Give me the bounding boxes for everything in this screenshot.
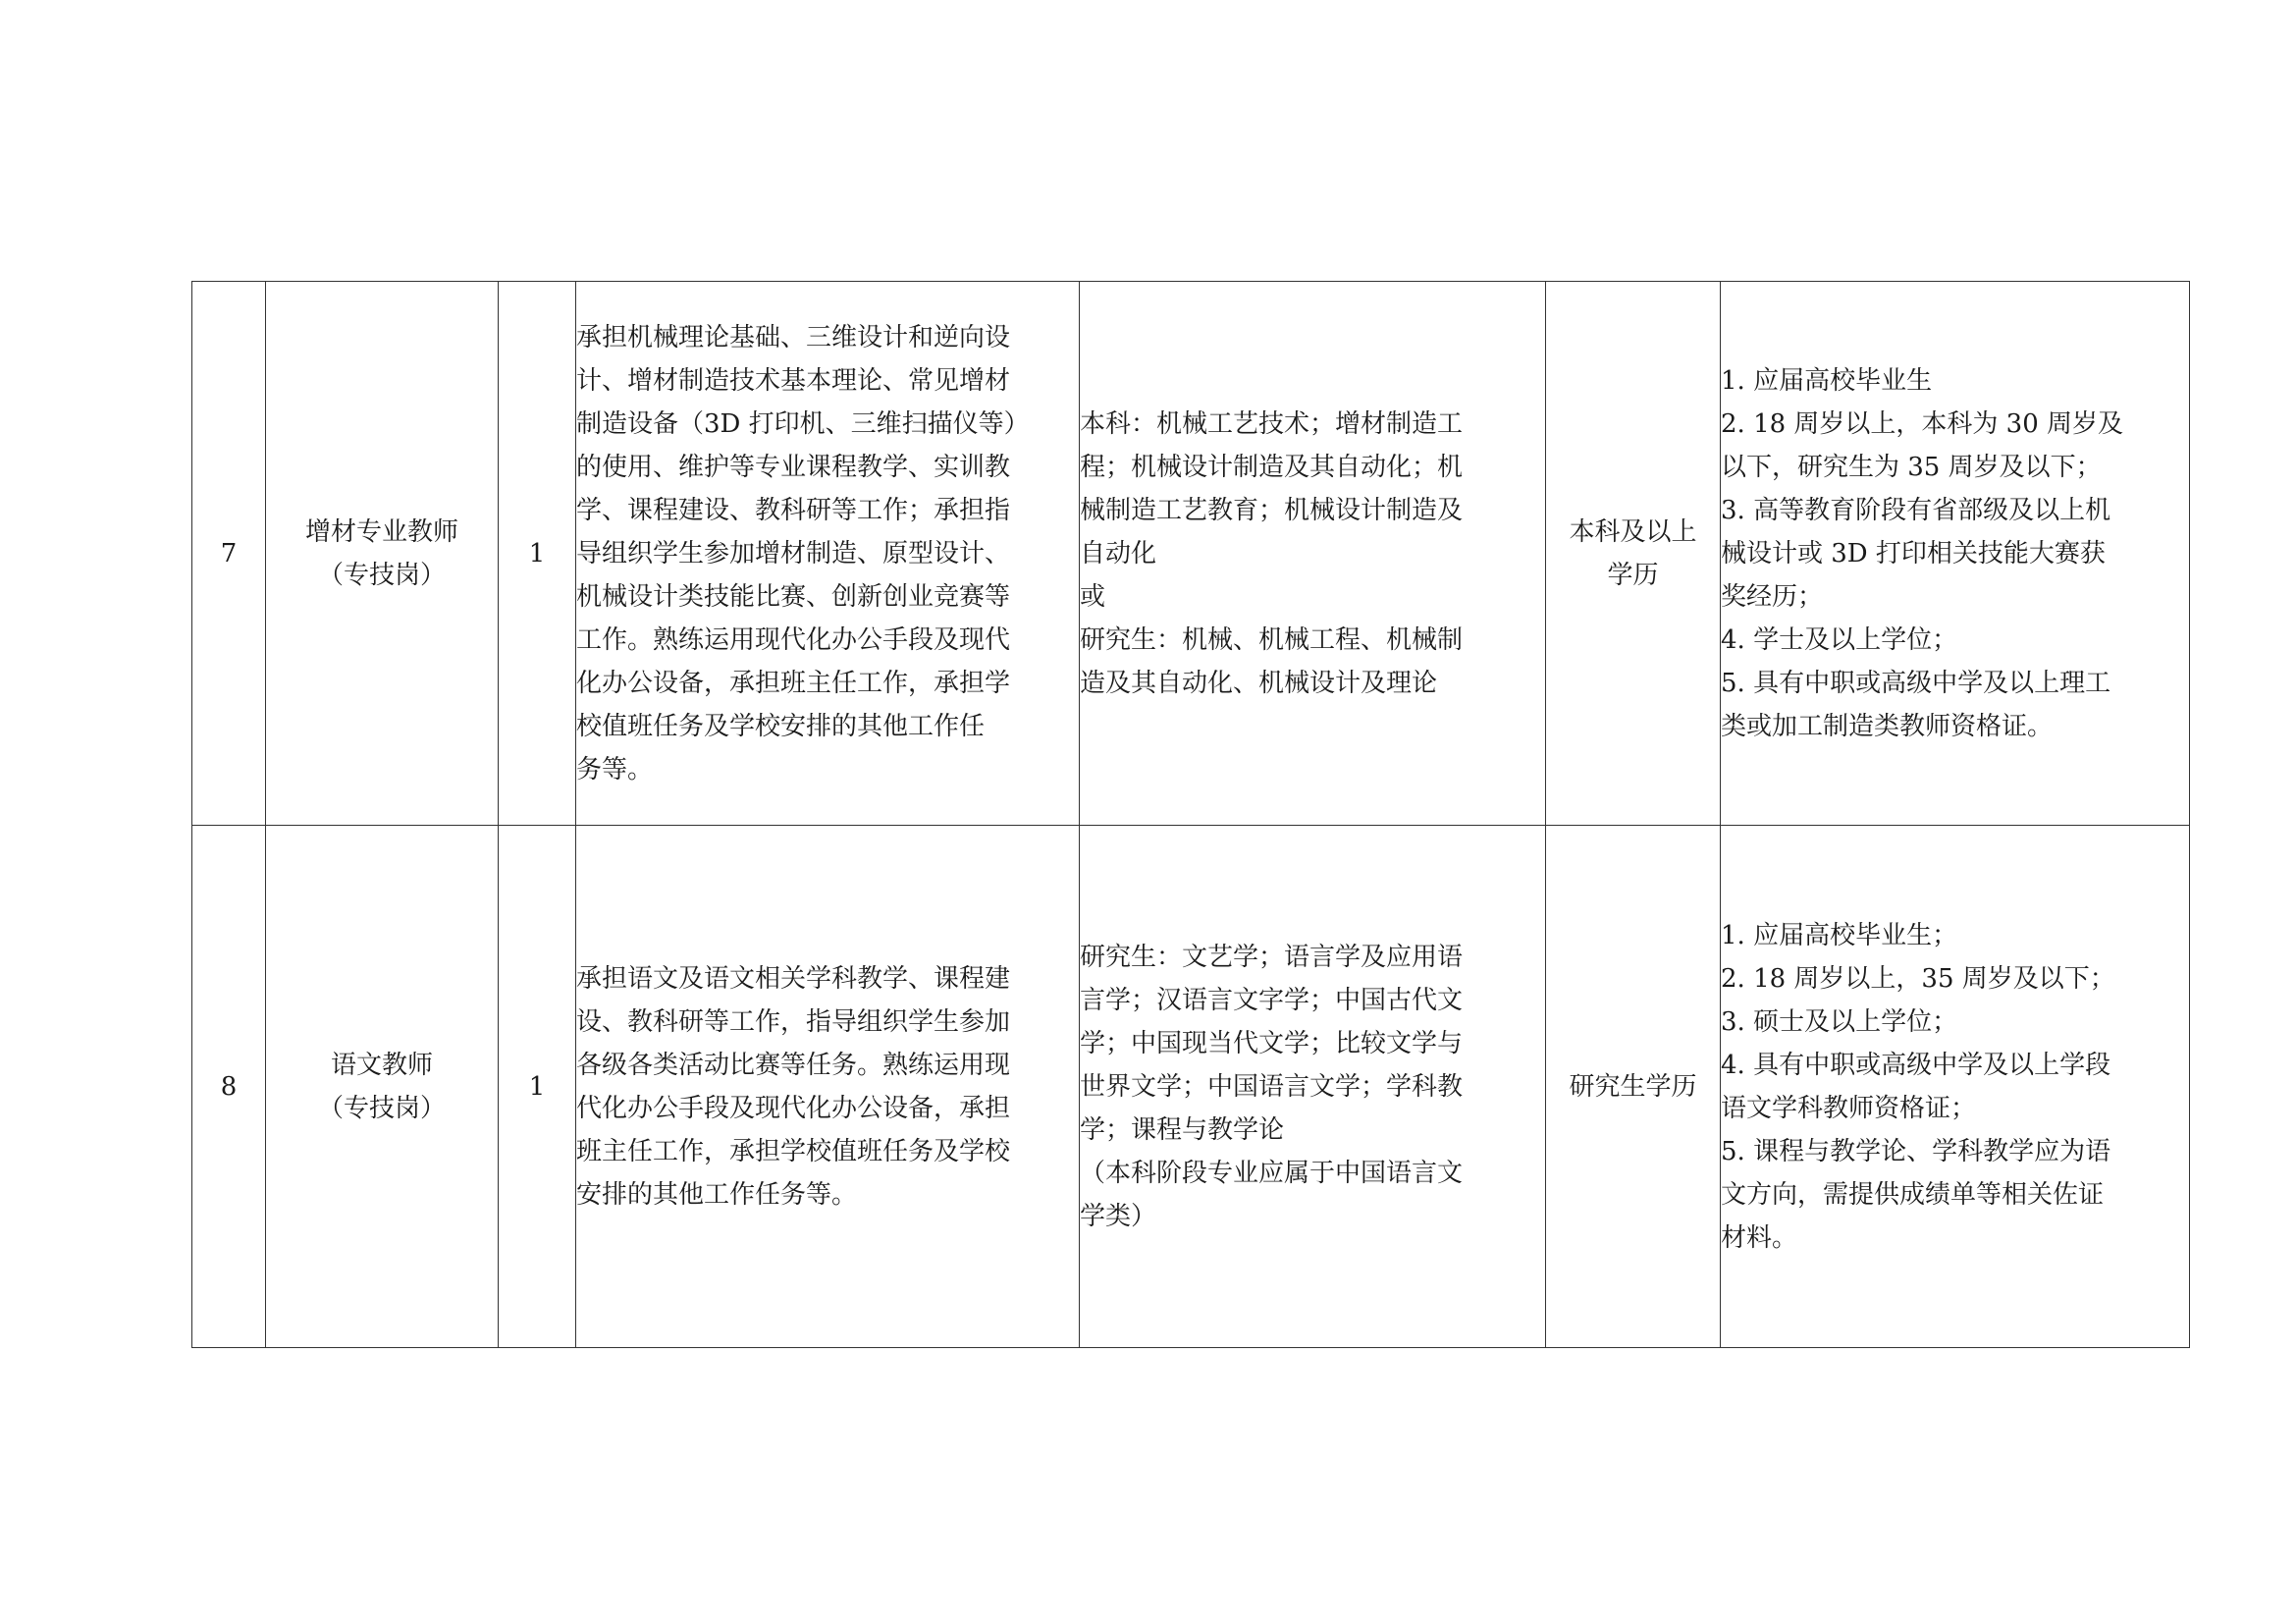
cell-education: 研究生学历 [1546, 826, 1721, 1348]
cell-headcount: 1 [499, 282, 576, 826]
cell-serial-number: 8 [192, 826, 266, 1348]
cell-position-title: 增材专业教师 （专技岗） [266, 282, 499, 826]
cell-job-duties: 承担机械理论基础、三维设计和逆向设 计、增材制造技术基本理论、常见增材 制造设备（3D 打印机、三维扫描仪等） 的使用、维护等专业课程教学、实训教 学、课程建设、教科研等工作；承担指 导组织学生参加增材制造、原型设计、 机械设计类技能比赛、创新创业竞赛等 工作。熟练运用现代化办公手段及现代 化办公设备，承担班主任工作，承担学 校值班任务及学校安排的其他工作任 务等。 [576, 282, 1080, 826]
cell-other-requirements: 1. 应届高校毕业生 2. 18 周岁以上，本科为 30 周岁及 以下，研究生为 35 周岁及以下； 3. 高等教育阶段有省部级及以上机 械设计或 3D 打印相关技能大赛获 奖经历； 4. 学士及以上学位； 5. 具有中职或高级中学及以上理工 类或加工制造类教师资格证。 [1721, 282, 2190, 826]
cell-serial-number: 7 [192, 282, 266, 826]
cell-major-requirement: 研究生：文艺学；语言学及应用语 言学；汉语言文字学；中国古代文 学；中国现当代文学；比较文学与 世界文学；中国语言文学；学科教 学；课程与教学论 （本科阶段专业应属于中国语言文 学类） [1080, 826, 1546, 1348]
cell-major-requirement: 本科：机械工艺技术；增材制造工 程；机械设计制造及其自动化；机 械制造工艺教育；机械设计制造及 自动化 或 研究生：机械、机械工程、机械制 造及其自动化、机械设计及理论 [1080, 282, 1546, 826]
cell-headcount: 1 [499, 826, 576, 1348]
cell-other-requirements: 1. 应届高校毕业生； 2. 18 周岁以上，35 周岁及以下； 3. 硕士及以上学位； 4. 具有中职或高级中学及以上学段 语文学科教师资格证； 5. 课程与教学论、学科教学应为语 文方向，需提供成绩单等相关佐证 材料。 [1721, 826, 2190, 1348]
job-table [191, 281, 2190, 1348]
table-row [192, 282, 2190, 826]
cell-education: 本科及以上 学历 [1546, 282, 1721, 826]
cell-position-title: 语文教师 （专技岗） [266, 826, 499, 1348]
table-row [192, 826, 2190, 1348]
cell-job-duties: 承担语文及语文相关学科教学、课程建 设、教科研等工作，指导组织学生参加 各级各类活动比赛等任务。熟练运用现 代化办公手段及现代化办公设备，承担 班主任工作，承担学校值班任务及学校 安排的其他工作任务等。 [576, 826, 1080, 1348]
